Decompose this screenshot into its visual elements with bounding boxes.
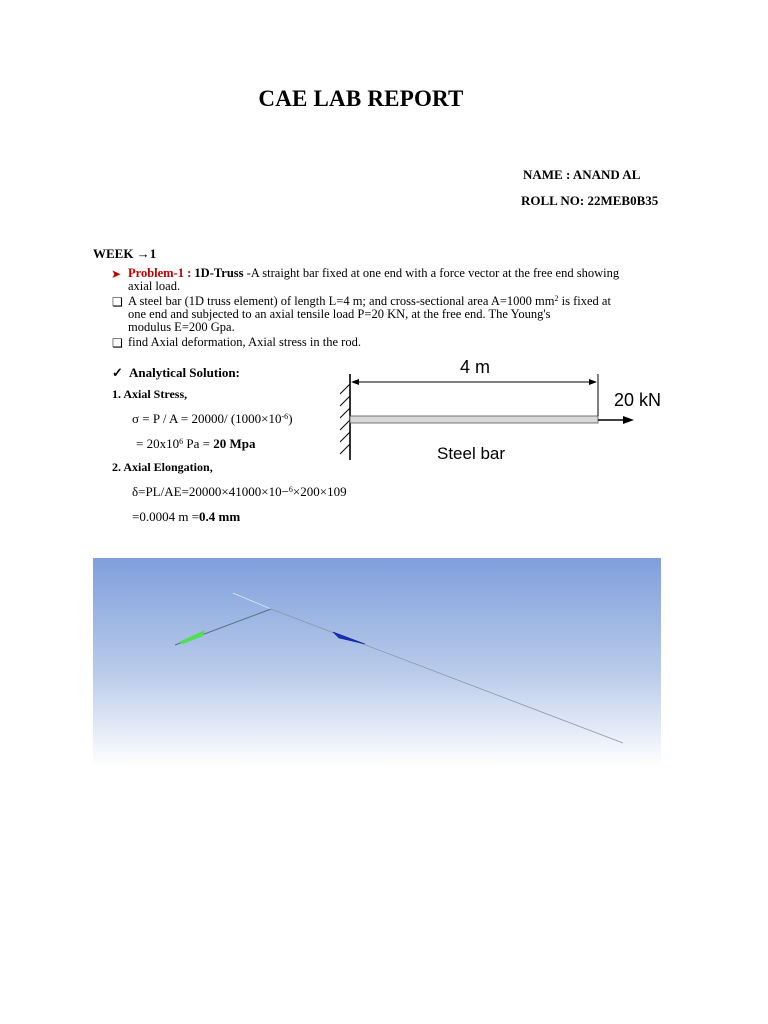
given-line-2: one end and subjected to an axial tensile load P=20 KN, at the free end. The Young's <box>128 307 551 321</box>
problem-description: -A straight bar fixed at one end with a force vector at the free end showing <box>243 266 620 280</box>
report-title: CAE LAB REPORT <box>258 86 464 111</box>
stress-eq1-tail: ) <box>288 411 293 426</box>
bar-label: Steel bar <box>437 444 506 463</box>
elong-eq1-text: δ=PL/AE=20000×41000×10− <box>132 484 289 499</box>
stress-equation-2 <box>136 436 255 452</box>
stress-eq1-exponent: -6 <box>281 412 289 421</box>
area-unit-exponent: 2 <box>554 294 559 303</box>
dimension-arrow-left-icon <box>351 379 359 385</box>
elongation-equation-1 <box>132 484 347 500</box>
problem-line-1 <box>128 267 669 280</box>
elongation-result: 0.4 mm <box>199 509 241 524</box>
load-arrow-icon <box>623 416 634 424</box>
given-text-1-tail: is fixed at <box>558 294 611 308</box>
stress-equation-1 <box>132 411 293 427</box>
axial-stress-heading: 1. Axial Stress, <box>112 387 188 401</box>
wall-hatching <box>340 384 350 454</box>
stress-eq2-text: = 20x10 <box>136 436 180 451</box>
week-label: WEEK <box>93 246 137 261</box>
axial-elongation-heading: 2. Axial Elongation, <box>112 460 213 474</box>
given-text-1: A steel bar (1D truss element) of length L=4 m; and cross-sectional area A=1000 mm <box>128 294 555 308</box>
simulation-viewport <box>93 558 661 766</box>
problem-type: 1D-Truss <box>194 266 244 280</box>
problem-label: Problem-1 : <box>128 266 192 280</box>
week-heading <box>93 246 156 262</box>
stress-result: 20 Mpa <box>213 436 256 451</box>
checkbox-bullet-icon: ❑ <box>112 295 123 309</box>
given-line-3: modulus E=200 Gpa. <box>128 320 235 334</box>
student-name: NAME : ANAND AL <box>523 167 641 182</box>
stress-eq2-mid: Pa = <box>183 436 214 451</box>
analytical-heading: Analytical Solution: <box>129 365 240 380</box>
stress-eq1-text: σ = P / A = 20000/ (1000×10 <box>132 411 282 426</box>
elongation-equation-2 <box>132 509 240 525</box>
load-label: 20 kN <box>614 390 662 410</box>
elong-eq1-tail: ×200×109 <box>292 484 347 499</box>
steel-bar <box>350 416 598 423</box>
right-arrow-icon: → <box>136 246 150 261</box>
checkmark-icon: ✓ <box>112 365 123 380</box>
checkbox-bullet-icon: ❑ <box>112 336 123 350</box>
week-number: 1 <box>149 246 157 261</box>
arrowhead-bullet-icon: ➤ <box>111 267 122 281</box>
dimension-arrow-right-icon <box>589 379 597 385</box>
problem-line-2: axial load. <box>128 279 181 293</box>
stress-eq2-exponent: 6 <box>179 437 184 446</box>
elong-eq2-text: =0.0004 m = <box>132 509 200 524</box>
roll-number: ROLL NO: 22MEB0B35 <box>521 193 659 208</box>
length-label: 4 m <box>459 357 491 377</box>
steel-bar-diagram <box>320 352 670 470</box>
task-line: find Axial deformation, Axial stress in the rod. <box>128 335 361 349</box>
viewport-background <box>93 558 661 766</box>
elong-eq1-exponent: 6 <box>288 485 293 494</box>
